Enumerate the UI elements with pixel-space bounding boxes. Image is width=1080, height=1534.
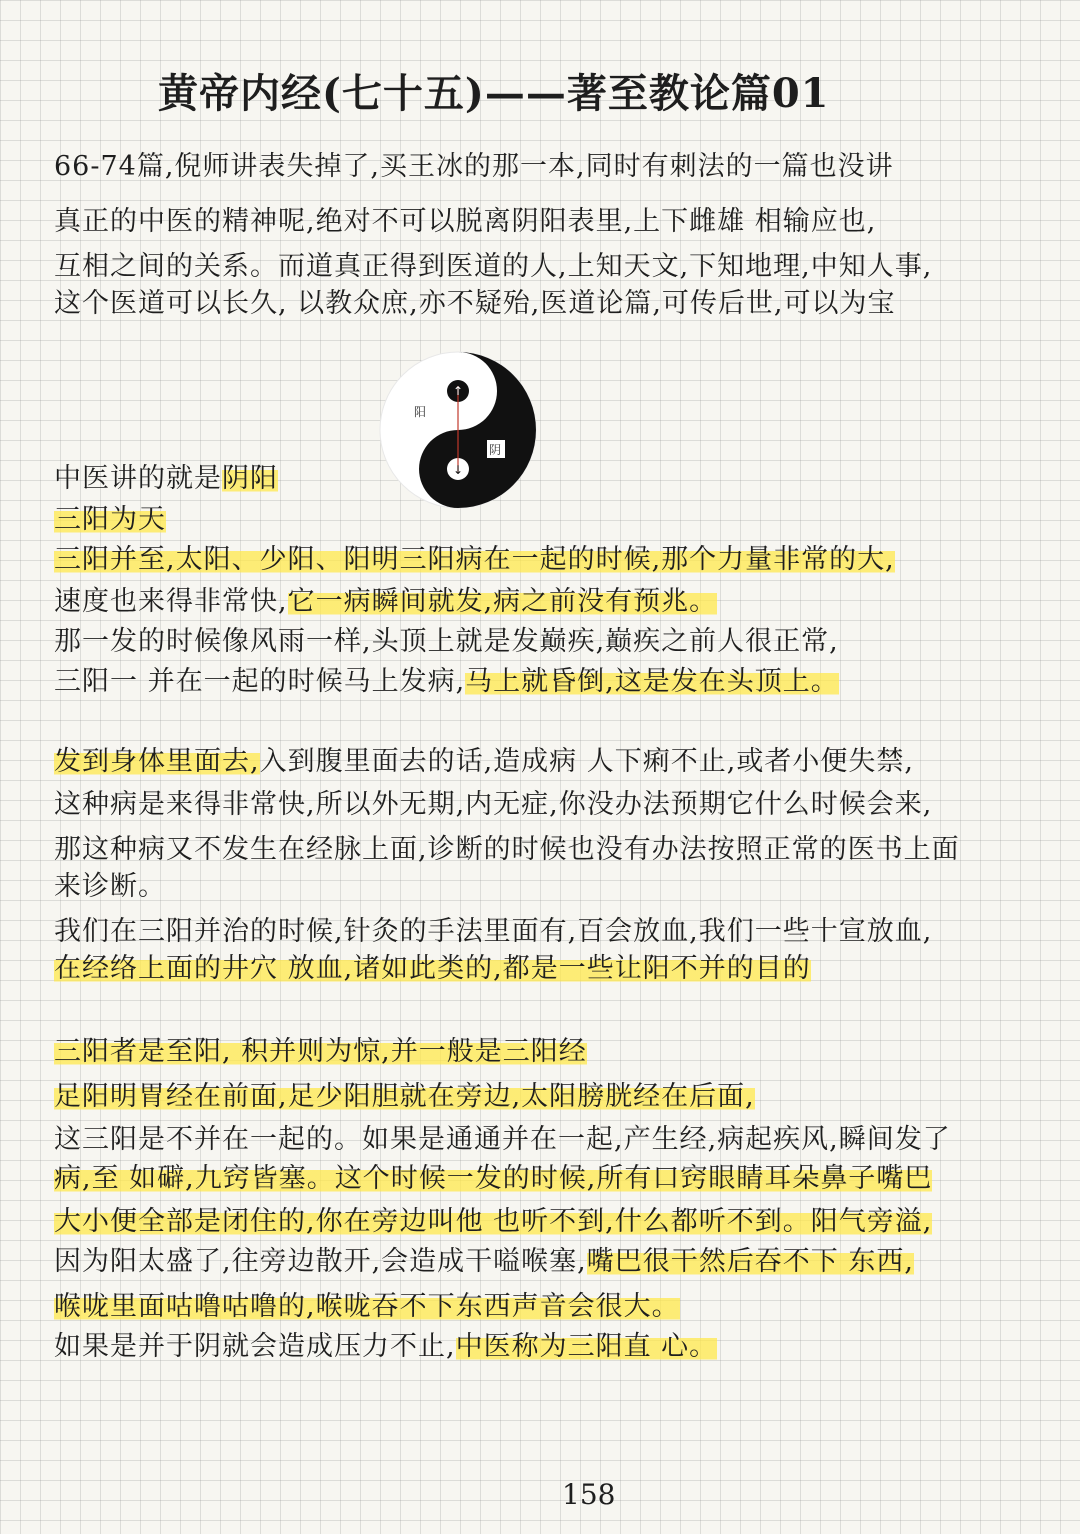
section1-line-4-text: 速度也来得非常快, [54,586,288,617]
section3-line-6 [54,1245,914,1279]
section3-line-4-highlight: 病,至 如礔,九窍皆塞。这个时候一发的时候,所有口窍眼睛耳朵鼻子嘴巴 [54,1163,933,1194]
section1-line-2 [54,503,166,537]
yin-yang-diagram [378,350,538,510]
page-number: 158 [562,1478,616,1511]
section2-line-1-highlight: 发到身体里面去, [54,746,260,777]
section3-line-8-text: 如果是并于阴就会造成压力不止, [54,1331,456,1362]
section1-line-3 [54,543,895,577]
section1-line-4-highlight: 它一病瞬间就发,病之前没有预兆。 [287,586,718,617]
intro-line-4: 这个医道可以长久, 以教众庶,亦不疑殆,医道论篇,可传后世,可以为宝 [54,288,896,319]
section1-line-5: 那一发的时候像风雨一样,头顶上就是发巅疾,巅疾之前人很正常, [54,626,839,657]
yin-label: 阴 [489,443,502,457]
section3-line-8-highlight: 中医称为三阳直 心。 [455,1331,718,1362]
section1-line-6-text: 三阳一 并在一起的时候马上发病, [54,666,466,697]
yang-label: 阳 [414,405,427,419]
section1-line-1 [54,462,278,496]
section2-line-3: 那这种病又不发生在经脉上面,诊断的时候也没有办法按照正常的医书上面 [54,834,960,865]
section1-line-6 [54,665,839,699]
section3-line-1-highlight-b: 并一般是三阳经 [390,1036,587,1067]
section2-line-4: 来诊断。 [54,871,166,902]
intro-line-3: 互相之间的关系。而道真正得到医道的人,上知天文,下知地理,中知人事, [54,251,933,282]
intro-line-1: 66-74篇,倪师讲表失掉了,买王冰的那一本,同时有刺法的一篇也没讲 [54,151,894,182]
section3-line-6-highlight: 嘴巴很干然后吞不下 东西, [586,1246,914,1277]
svg-text:↑: ↑ [452,384,464,398]
section2-line-1 [54,745,914,779]
section3-line-2 [54,1080,755,1114]
section3-line-4 [54,1162,932,1196]
section1-line-1-text: 中医讲的就是 [54,463,222,494]
section2-line-5: 我们在三阳并治的时候,针灸的手法里面有,百会放血,我们一些十宣放血, [54,916,933,947]
section3-line-1-highlight: 三阳者是至阳, 积并则为惊, [54,1036,391,1067]
section2-line-1-text: 入到腹里面去的话,造成病 人下痢不止,或者小便失禁, [259,746,914,777]
section2-line-6 [54,952,811,986]
section1-line-2-highlight: 三阳为天 [54,504,166,535]
section1-line-6-highlight: 马上就昏倒,这是发在头顶上。 [465,666,839,697]
intro-line-2: 真正的中医的精神呢,绝对不可以脱离阴阳表里,上下雌雄 相输应也, [54,206,877,237]
section3-line-7 [54,1290,680,1324]
section1-line-3-highlight: 三阳并至,太阳、少阳、阳明三阳病在一起的时候,那个力量非常的大, [54,544,895,575]
section2-line-2: 这种病是来得非常快,所以外无期,内无症,你没办法预期它什么时候会来, [54,789,933,820]
section2-line-6-highlight: 在经络上面的井穴 放血,诸如此类的,都是一些让阳不并的目的 [54,953,811,984]
section3-line-5-highlight: 大小便全部是闭住的,你在旁边叫他 也听不到,什么都听不到。阳气旁溢, [54,1206,933,1237]
section3-line-3: 这三阳是不并在一起的。如果是通通并在一起,产生经,病起疾风,瞬间发了 [54,1124,951,1155]
section3-line-5 [54,1205,932,1239]
section3-line-7-highlight: 喉咙里面咕噜咕噜的,喉咙吞不下东西声音会很大。 [54,1291,680,1322]
section3-line-1 [54,1035,587,1069]
page-title: 黄帝内经(七十五)——著至教论篇01 [158,70,830,117]
section3-line-6-text: 因为阳太盛了,往旁边散开,会造成干嗌喉塞, [54,1246,587,1277]
section1-line-1-highlight: 阴阳 [222,463,278,494]
section3-line-2-highlight: 足阳明胃经在前面,足少阳胆就在旁边,太阳膀胱经在后面, [54,1081,755,1112]
section3-line-8 [54,1330,717,1364]
section1-line-4 [54,585,717,619]
svg-text:↓: ↓ [452,463,464,477]
